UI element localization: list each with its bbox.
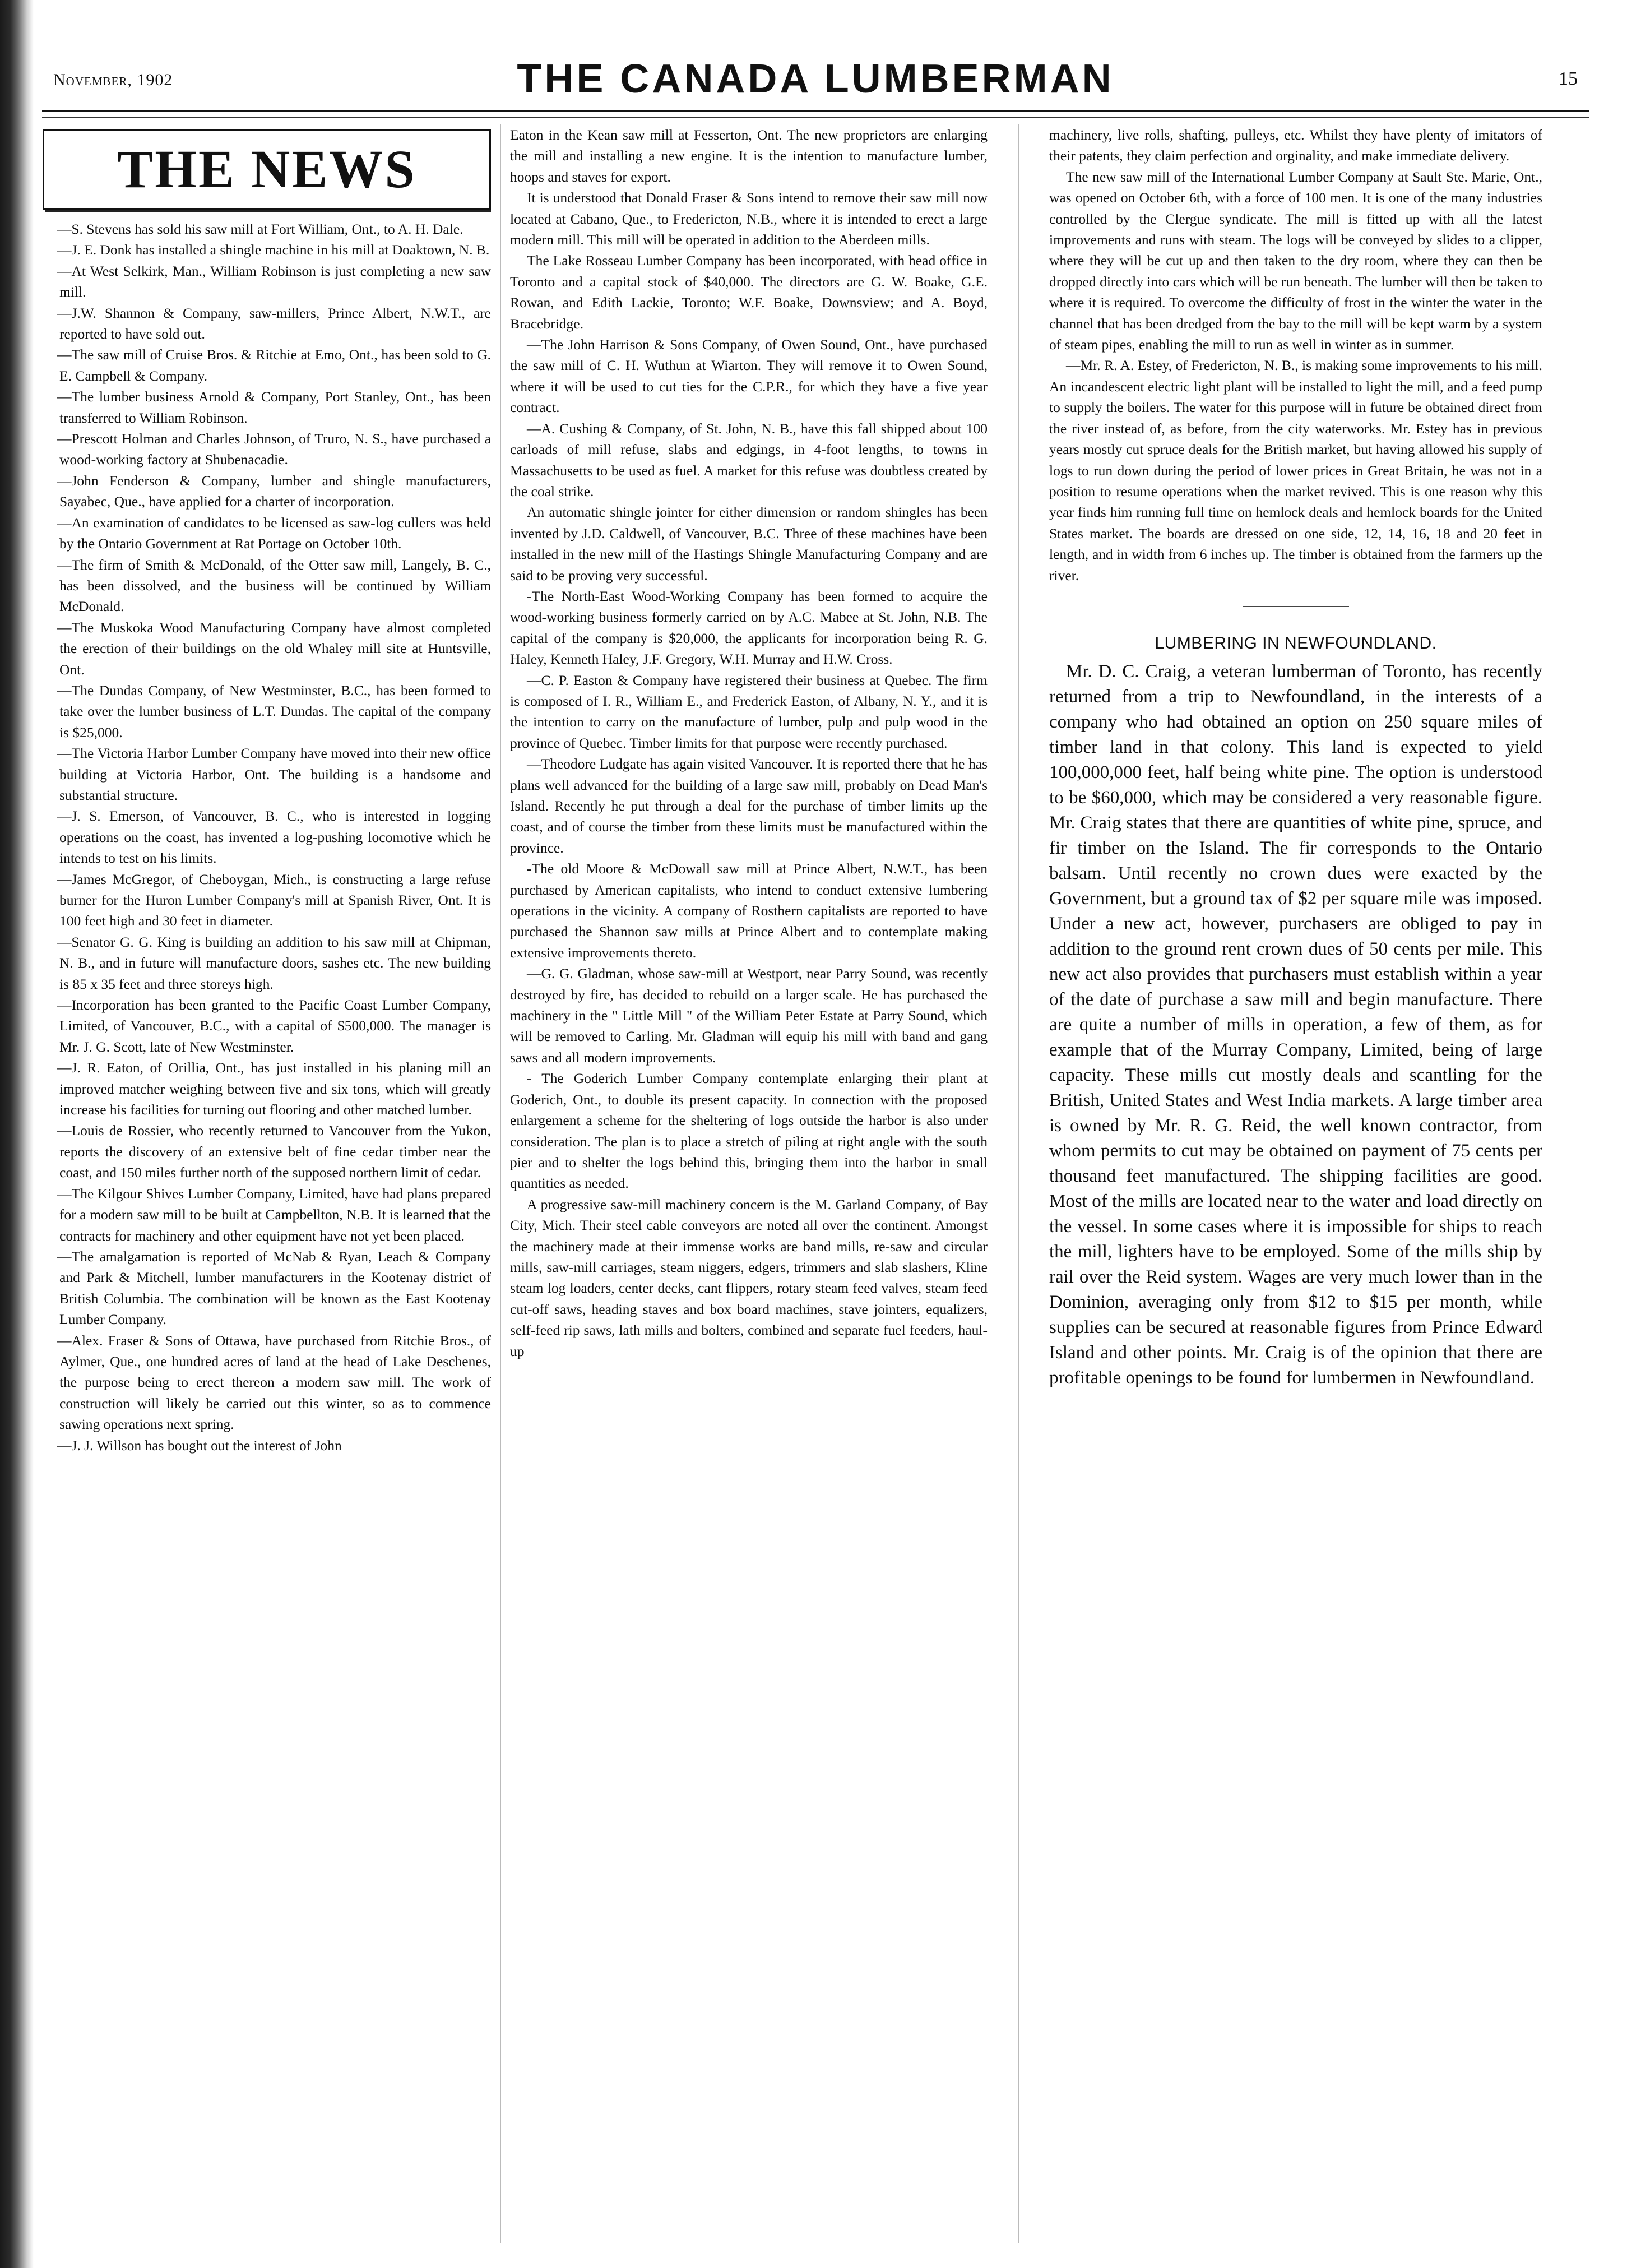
news-item: It is understood that Donald Fraser & Sons intend to remove their saw mill now located at Cabano, Que., to Fredericton, N.B., where it is intended to erect a large modern mill. This mill will be operated in addition to the Aberdeen mills. — [510, 189, 988, 248]
news-item: - The Goderich Lumber Company contemplate enlarging their plant at Goderich, Ont., to double its present capacity. In connection with the proposed enlargement a scheme for the sheltering of logs outside the harbor is also under consideration. The plan is to place a stretch of piling at right angle with the south pier and to shelter the logs behind this, bringing them into the harbor in small quantities as needed. — [510, 1070, 988, 1192]
news-item: -The old Moore & McDowall saw mill at Prince Albert, N.W.T., has been purchased by American capitalists, who intend to conduct extensive lumbering operations in the vicinity. A company of Rosthern capitalists are reported to have purchased the Shannon saw mills at Prince Albert and to contemplate making extensive improvements thereto. — [510, 860, 988, 961]
news-item: —C. P. Easton & Company have registered their business at Quebec. The firm is composed of I. R., William E., and Frederick Easton, of Albany, N. Y., and it is the intention to carry on the manufacture of lumber, pulp and pulp wood in the province of Quebec. Timber limits for that purpose were recently purchased. — [510, 672, 988, 751]
news-item: —Mr. R. A. Estey, of Fredericton, N. B., is making some improvements to his mill. An incandescent electric light plant will be installed to light the mill, and a feed pump to supply the boilers. The water for this purpose will in future be obtained direct from the river instead of, as before, from the city waterworks. Mr. Estey has in previous years mostly cut spruce deals for the British market, but having allowed his supply of logs to run down during the period of lower prices in Great Britain, he was not in a position to resume operations when the market revived. This is one reason why this year finds him running full time on hemlock deals and hemlock boards for the United States market. The boards are dressed on one side, 12, 14, 16, 18 and 20 feet in length, and in width from 6 inches up. The timber is obtained from the farmers up the river. — [1049, 357, 1542, 584]
news-item: —The firm of Smith & McDonald, of the Otter saw mill, Langely, B. C., has been dissolved, and the business will be continued by William McDonald. — [57, 556, 491, 615]
news-item: An automatic shingle jointer for either dimension or random shingles has been invented by J.D. Caldwell, of Vancouver, B.C. Three of these machines have been installed in the new mill of the Hastings Shingle Manufacturing Company and are said to be proving very successful. — [510, 504, 988, 584]
news-item: —John Fenderson & Company, lumber and shingle manufacturers, Sayabec, Que., have applied for a charter of incorporation. — [57, 472, 491, 510]
news-item: —The Kilgour Shives Lumber Company, Limited, have had plans prepared for a modern saw mill to be built at Campbellton, N.B. It is learned that the contracts for machinery and other equipment have not yet been placed. — [57, 1185, 491, 1244]
news-item: —Prescott Holman and Charles Johnson, of Truro, N. S., have purchased a wood-working factory at Shubenacadie. — [57, 431, 491, 468]
news-item: —James McGregor, of Cheboygan, Mich., is constructing a large refuse burner for the Huron Lumber Company's mill at Spanish River, Ont. It is 100 feet high and 30 feet in diameter. — [57, 871, 491, 929]
column-1 — [43, 124, 491, 2243]
news-item: —A. Cushing & Company, of St. John, N. B., have this fall shipped about 100 carloads of mill refuse, slabs and edgings, in 4-foot lengths, to towns in Massachusetts to be used as fuel. A market for this refuse was doubtless created by the coal strike. — [510, 420, 988, 499]
news-item: The new saw mill of the International Lumber Company at Sault Ste. Marie, Ont., was opened on October 6th, with a force of 100 men. It is one of the many industries controlled by the Clergue syndicate. The mill is fitted up with all the latest improvements and runs with steam. The logs will be conveyed by slides to a clipper, where they will be cut up and then taken to the dry room, where they can then be dropped directly into cars which will be run beneath. The lumber will then be taken to where it is required. To overcome the difficulty of frost in the winter the water in the channel that has been dredged from the bay to the mill will be kept warm by a system of steam pipes, enabling the mill to run as well in winter as in summer. — [1049, 168, 1542, 353]
news-item: The Lake Rosseau Lumber Company has been incorporated, with head office in Toronto and a capital stock of $40,000. The directors are G. W. Boake, G.E. Rowan, and Edith Lackie, Toronto; W.F. Boake, Downsview; and A. Boyd, Bracebridge. — [510, 252, 988, 332]
news-heading-box — [43, 129, 491, 210]
news-item: —S. Stevens has sold his saw mill at Fort William, Ont., to A. H. Dale. — [57, 221, 463, 237]
news-item: —The saw mill of Cruise Bros. & Ritchie at Emo, Ont., has been sold to G. E. Campbell & Company. — [57, 346, 491, 384]
news-item: —Louis de Rossier, who recently returned to Vancouver from the Yukon, reports the discovery of an extensive belt of fine cedar timber near the coast, and 150 miles further north of the supposed northern limit of cedar. — [57, 1122, 491, 1181]
news-item: —J. S. Emerson, of Vancouver, B. C., who is interested in logging operations on the coast, has invented a log-pushing locomotive which he intends to test on his limits. — [57, 808, 491, 867]
news-item: —At West Selkirk, Man., William Robinson is just completing a new saw mill. — [57, 262, 491, 300]
issue-date: November, 1902 — [53, 71, 173, 89]
column-2 — [510, 124, 988, 2243]
article-body: Mr. D. C. Craig, a veteran lumberman of Toronto, has recently returned from a trip to Newfoundland, in the interests of a company who had obtained an option on 250 square miles of timber land in that colony. This land is expected to yield 100,000,000 feet, half being white pine. The option is understood to be $60,000, which may be considered a very reasonable figure. Mr. Craig states that there are quantities of white pine, spruce, and fir timber on the Island. The fir corresponds to the Ontario balsam. Until recently no crown dues were exacted by the Government, but a ground tax of $2 per square mile was imposed. Under a new act, however, purchasers are obliged to pay in addition to the ground rent crown dues of 50 cents per mile. This new act also provides that purchasers must establish within a year of the date of purchase a saw mill and begin manufacture. There are quite a number of mills in operation, a few of them, as for example that of the Murray Company, Limited, being of large capacity. These mills cut mostly deals and scantling for the British, United States and West India markets. A large timber area is owned by Mr. R. G. Reid, the well known contractor, from whom permits to cut may be obtained on payment of 75 cents per thousand feet manufactured. The shipping facilities are good. Most of the mills are located near to the water and load directly on the vessel. In some cases where it is impossible for ships to reach the mill, lighters have to be employed. Some of the mills ship by rail over the Reid system. Wages are very much lower than in the Dominion, averaging only from $12 to $15 per month, while supplies can be secured at reasonable figures from Prince Edward Island and other points. Mr. Craig is of the opinion that there are profitable openings to be found for lumbermen in Newfoundland. — [1049, 661, 1542, 1388]
news-item: —Incorporation has been granted to the Pacific Coast Lumber Company, Limited, of Vancouver, B.C., with a capital of $500,000. The manager is Mr. J. G. Scott, late of New Westminster. — [57, 997, 491, 1055]
news-item: —The Muskoka Wood Manufacturing Company have almost completed the erection of their buildings on the old Whaley mill site at Huntsville, Ont. — [57, 619, 491, 678]
news-item: —Senator G. G. King is building an addition to his saw mill at Chipman, N. B., and in future will manufacture doors, sashes etc. The new building is 85 x 35 feet and three storeys high. — [57, 933, 491, 992]
column-rule — [1018, 124, 1019, 2243]
news-item: —J. R. Eaton, of Orillia, Ont., has just installed in his planing mill an improved matcher weighing between five and six tons, which will greatly increase his facilities for turning out flooring and other matched lumber. — [57, 1059, 491, 1118]
news-item: -The North-East Wood-Working Company has been formed to acquire the wood-working business formerly carried on by A.C. Mabee at St. John, N.B. The capital of the company is $20,000, the applicants for incorporation being R. G. Haley, Kenneth Haley, J.F. Gregory, W.H. Murray and H.W. Cross. — [510, 587, 988, 668]
news-item: —An examination of candidates to be licensed as saw-log cullers was held by the Ontario Government at Rat Portage on October 10th. — [57, 514, 491, 552]
scan-binding-edge — [0, 0, 34, 2268]
news-item: —G. G. Gladman, whose saw-mill at Westport, near Parry Sound, was recently destroyed by fire, has decided to rebuild on a larger scale. He has purchased the machinery in the " Little Mill " of the William Peter Estate at Parry Sound, which will be removed to Carling. Mr. Gladman will equip his mill with band and gang saws and all modern improvements. — [510, 965, 988, 1066]
news-item: —J.W. Shannon & Company, saw-millers, Prince Albert, N.W.T., are reported to have sold out. — [57, 304, 491, 342]
news-heading: THE NEWS — [117, 139, 416, 200]
article-heading: LUMBERING IN NEWFOUNDLAND. — [1155, 633, 1437, 652]
news-item: —Alex. Fraser & Sons of Ottawa, have purchased from Ritchie Bros., of Aylmer, Que., one hundred acres of land at the head of Lake Deschenes, the purpose being to erect thereon a modern saw mill. The work of construction will likely be carried out this winter, so as to commence sawing operations next spring. — [57, 1332, 491, 1433]
news-item: —J. E. Donk has installed a shingle machine in his mill at Doaktown, N. B. — [57, 242, 490, 258]
page-number: 15 — [1559, 68, 1578, 89]
section-divider — [1243, 606, 1349, 607]
news-item: —The lumber business Arnold & Company, Port Stanley, Ont., has been transferred to William Robinson. — [57, 388, 491, 426]
masthead-rule — [42, 110, 1589, 118]
news-item: —The John Harrison & Sons Company, of Owen Sound, Ont., have purchased the saw mill of C. H. Wuthun at Wiarton. They will remove it to Owen Sound, where it will be used to cut ties for the C.P.R., for which they have a five year contract. — [510, 336, 988, 416]
news-item: —Theodore Ludgate has again visited Vancouver. It is reported there that he has plans well advanced for the building of a large saw mill, probably on Dead Man's Island. Recently he put through a deal for the purchase of timber limits up the coast, and of course the timber from these limits must be manufactured within the province. — [510, 756, 988, 856]
column-rule — [500, 124, 501, 2243]
publication-title: THE CANADA LUMBERMAN — [517, 57, 1114, 101]
news-item: —The Victoria Harbor Lumber Company have moved into their new office building at Victoria Harbor, Ont. The building is a handsome and substantial structure. — [57, 745, 491, 803]
news-item: —The Dundas Company, of New Westminster, B.C., has been formed to take over the lumber business of L.T. Dundas. The capital of the company is $25,000. — [57, 682, 491, 740]
column-3 — [1049, 124, 1542, 2243]
news-item: Eaton in the Kean saw mill at Fesserton, Ont. The new proprietors are enlarging the mill and installing a new engine. It is the intention to manufacture lumber, hoops and staves for export. — [510, 127, 988, 185]
news-item: machinery, live rolls, shafting, pulleys, etc. Whilst they have plenty of imitators of their patents, they claim perfection and orginality, and make immediate delivery. — [1049, 127, 1542, 164]
news-item: A progressive saw-mill machinery concern is the M. Garland Company, of Bay City, Mich. Their steel cable conveyors are noted all over the continent. Amongst the machinery made at their immense works are band mills, re-saw and circular mills, saw-mill carriages, steam niggers, edgers, trimmers and slab slashers, Kline steam log loaders, center decks, cant flippers, rotary steam feed valves, steam feed cut-off saws, heading staves and box board machines, stave jointers, equalizers, self-feed rip saws, lath mills and bolters, combined and separate fuel feeders, haul-up — [510, 1196, 988, 1359]
news-item: —The amalgamation is reported of McNab & Ryan, Leach & Company and Park & Mitchell, lumber manufacturers in the Kootenay district of British Columbia. The combination will be known as the East Kootenay Lumber Company. — [57, 1248, 491, 1328]
masthead — [42, 56, 1589, 108]
news-item: —J. J. Willson has bought out the interest of John — [57, 1437, 342, 1454]
